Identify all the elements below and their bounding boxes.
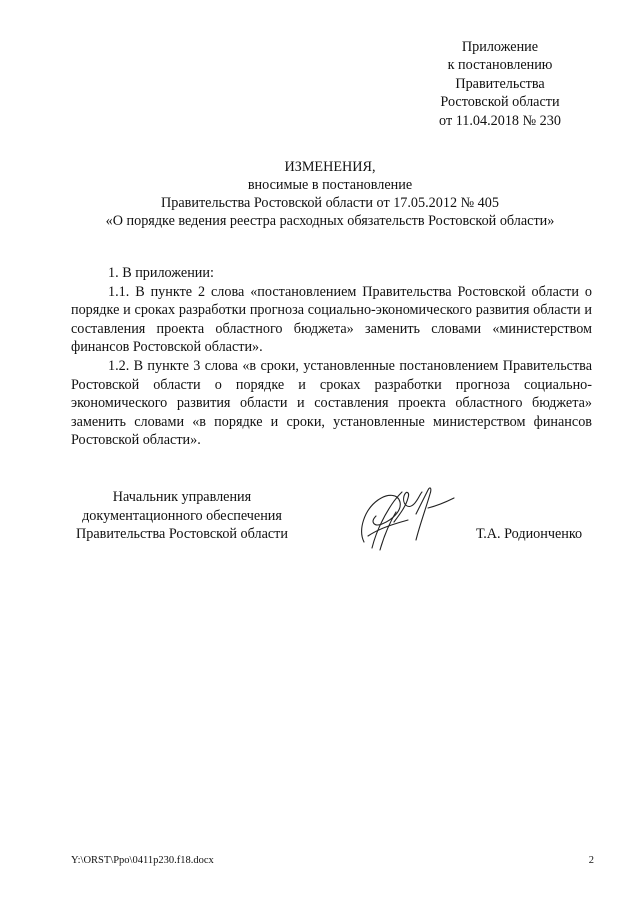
body-paragraph: 1.2. В пункте 3 слова «в сроки, установленные постановлением Правительства Ростовской области о порядке и сроках разработки прогноза социально-экономического развития области и составления проекта областного бюджета» заменить словами «в порядке и сроки, установленные министерством финансов Ростовской области». — [71, 357, 592, 449]
signatory-name: Т.А. Родионченко — [476, 526, 583, 542]
appendix-line: от 11.04.2018 № 230 — [439, 112, 561, 129]
document-title — [70, 158, 590, 230]
title-heading: ИЗМЕНЕНИЯ, — [284, 159, 376, 175]
position-line: Начальник управления — [112, 489, 252, 505]
position-line: Правительства Ростовской области — [76, 526, 288, 543]
document-body — [71, 264, 592, 450]
appendix-header — [410, 38, 590, 130]
handwritten-signature — [350, 478, 460, 558]
appendix-line: к постановлению — [447, 57, 553, 74]
title-line: вносимые в постановление — [247, 177, 413, 193]
body-paragraph: 1. В приложении: — [108, 265, 214, 281]
appendix-line: Ростовской области — [440, 94, 560, 111]
signatory-position — [66, 488, 298, 544]
appendix-line: Правительства — [455, 75, 545, 92]
title-line: «О порядке ведения реестра расходных обязательств Ростовской области» — [105, 213, 555, 229]
position-line: документационного обеспечения — [82, 507, 282, 524]
title-line: Правительства Ростовской области от 17.05.2012 № 405 — [161, 195, 499, 211]
body-paragraph: 1.1. В пункте 2 слова «постановлением Правительства Ростовской области о порядке и сроках разработки прогноза социально-экономического развития области и составления проекта областного бюджета» заменить словами «министерством финансов Ростовской области». — [71, 283, 592, 356]
appendix-line: Приложение — [461, 39, 539, 55]
footer-file-path: Y:\ORST\Ppo\0411p230.f18.docx — [71, 855, 214, 866]
page-number: 2 — [588, 855, 594, 866]
